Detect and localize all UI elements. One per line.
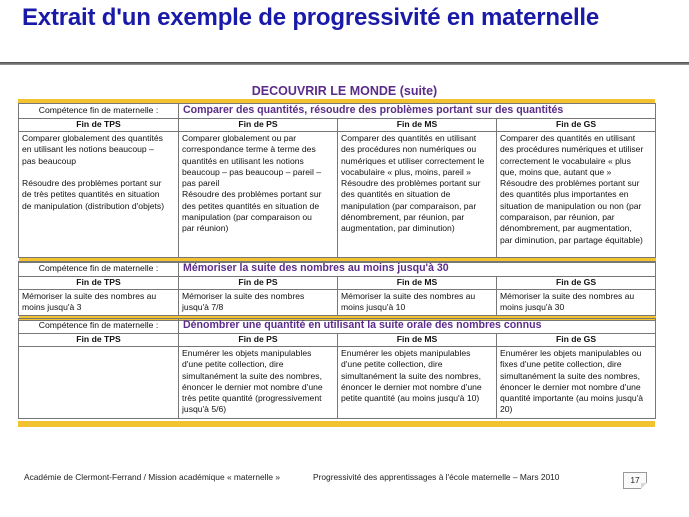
cell-line: énoncer le dernier mot nombre d'une [182,381,323,392]
content-row [19,347,656,419]
footer-document-title: Progressivité des apprentissages à l'école maternelle – Mars 2010 [313,472,560,482]
cell-line: jusqu'à 5/6) [182,404,227,415]
cell-ms [338,132,497,258]
cell-line: situation de manipulation ou non (par [500,200,642,211]
cell-line: très petite quantité (progressivement [182,393,322,404]
cell-line: Comparer des quantités en utilisant [500,133,636,143]
level-header-ms: Fin de MS [338,277,497,290]
level-header-gs: Fin de GS [497,334,656,347]
cell-line: Comparer des quantités en utilisant [341,133,477,143]
competence-label: Compétence fin de maternelle : [19,104,179,119]
cell-line: Mémoriser la suite des nombres au [22,291,157,301]
cell-line: pas pareil [182,178,220,189]
level-header-row [19,334,656,347]
competence-row [19,262,656,277]
cell-line: Comparer globalement ou par [182,133,297,143]
section-heading: DECOUVRIR LE MONDE (suite) [251,84,438,98]
competence-table-denombrer [18,318,656,419]
cell-line: vocabulaire « plus, moins, pareil » [341,166,471,177]
competence-title: Mémoriser la suite des nombres au moins jusqu'à 30 [179,262,656,277]
competence-row [19,319,656,334]
cell-line: de manipulation (distribution d'objets) [22,200,165,211]
level-header-tps: Fin de TPS [19,277,179,290]
level-header-row [19,277,656,290]
cell-line: correspondance terme à terme des [182,144,316,155]
competence-label: Compétence fin de maternelle : [19,262,179,277]
cell-line: Enumérer les objets manipulables ou [500,348,642,358]
cell-line: par réunion) [182,223,229,234]
competence-title: Comparer des quantités, résoudre des problèmes portant sur des quantités [179,104,656,119]
cell-line: des petites quantités en situation de [182,200,320,211]
level-header-tps: Fin de TPS [19,334,179,347]
cell-line: correctement le vocabulaire « plus [500,155,631,166]
cell-tps [19,132,179,258]
cell-line: dénombrement, par augmentation, [500,223,632,234]
cell-line: augmentation, par diminution) [341,223,455,234]
cell-line: des procédures numériques et utiliser [500,144,644,155]
cell-line: comparaison, par réunion, par [500,212,615,223]
cell-line: Mémoriser la suite des nombres [182,291,305,301]
cell-line: simultanément la suite des nombres, [182,370,322,381]
cell-line: moins jusqu'à 10 [341,302,406,313]
competence-table-memoriser [18,261,656,321]
content-row [19,290,656,316]
cell-line: 20) [500,404,513,415]
level-header-tps: Fin de TPS [19,119,179,132]
cell-tps [19,347,179,419]
level-header-ps: Fin de PS [179,277,338,290]
cell-line: en utilisant les notions beaucoup – [22,144,154,155]
level-header-row [19,119,656,132]
page-number [623,472,647,489]
footer-academy: Académie de Clermont-Ferrand / Mission académique « maternelle » [24,472,281,482]
cell-line: Mémoriser la suite des nombres au [341,291,476,301]
cell-line: des quantités en situation de [341,189,451,200]
cell-line: Enumérer les objets manipulables [182,348,312,358]
cell-ps [179,347,338,419]
cell-line: des procédures non numériques ou [341,144,477,155]
cell-line: d'une petite collection, dire [341,359,443,370]
cell-line: moins jusqu'à 3 [22,302,82,313]
cell-line: numériques et utiliser correctement le [341,155,485,166]
cell-line: Comparer globalement des quantités [22,133,163,143]
cell-line: Résoudre des problèmes portant sur [22,178,162,189]
cell-line: Résoudre des problèmes portant sur [182,189,322,200]
page-fold-icon [641,483,647,489]
cell-gs [497,290,656,316]
cell-line: beaucoup – pas beaucoup – pareil – [182,166,322,177]
cell-line: fixes d'une petite collection, dire [500,359,622,370]
level-header-gs: Fin de GS [497,277,656,290]
cell-line: moins jusqu'à 30 [500,302,565,313]
cell-line: manipulation (par comparaison ou [182,212,312,223]
cell-gs [497,347,656,419]
level-header-ps: Fin de PS [179,334,338,347]
cell-line: petite quantité (au moins jusqu'à 10) [341,393,480,404]
cell-line: Enumérer les objets manipulables [341,348,471,358]
level-header-ms: Fin de MS [338,334,497,347]
cell-line: quantités en utilisant les notions [182,155,304,166]
cell-gs [497,132,656,258]
cell-ms [338,347,497,419]
level-header-ms: Fin de MS [338,119,497,132]
bottom-accent-bar [18,421,655,427]
cell-line: Résoudre des problèmes portant sur [341,178,481,189]
cell-ps [179,290,338,316]
cell-line: manipulation (par comparaison, par [341,200,477,211]
page-number-text: 17 [630,475,640,485]
title-divider [0,62,689,65]
cell-line: simultanément la suite des nombres, [500,370,640,381]
cell-line: Résoudre des problèmes portant sur [500,178,640,189]
cell-line [22,167,175,178]
cell-line: que, moins que, autant que » [500,166,612,177]
cell-line: Mémoriser la suite des nombres au [500,291,635,301]
cell-ms [338,290,497,316]
competence-label: Compétence fin de maternelle : [19,319,179,334]
level-header-ps: Fin de PS [179,119,338,132]
cell-ps [179,132,338,258]
cell-line: de très petites quantités en situation [22,189,160,200]
cell-line: des quantités plus importantes en [500,189,629,200]
cell-line: simultanément la suite des nombres, [341,370,481,381]
cell-line: énoncer le dernier mot nombre d'une [500,381,641,392]
level-header-gs: Fin de GS [497,119,656,132]
cell-line: énoncer le dernier mot nombre d'une [341,381,482,392]
cell-line: jusqu'à 7/8 [182,302,224,313]
cell-line: pas beaucoup [22,155,76,166]
competence-table-comparer [18,103,656,263]
cell-line: quantité importante (au moins jusqu'à [500,393,644,404]
slide-title: Extrait d'un exemple de progressivité en maternelle [22,4,600,31]
cell-line: par diminution, par partage équitable) [500,234,643,245]
competence-title: Dénombrer une quantité en utilisant la suite orale des nombres connus [179,319,656,334]
content-row [19,132,656,258]
cell-line: d'une petite collection, dire [182,359,284,370]
competence-row [19,104,656,119]
cell-line: dénombrement, par réunion, par [341,212,465,223]
cell-tps [19,290,179,316]
